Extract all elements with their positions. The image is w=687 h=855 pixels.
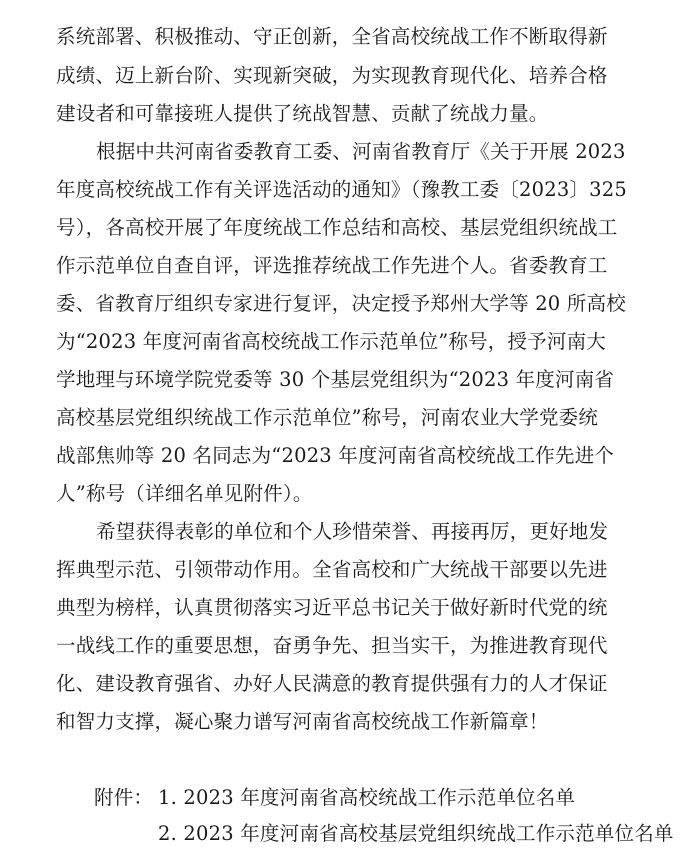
body-line: 化、建设教育强省、办好人民满意的教育提供强有力的人才保证 xyxy=(56,672,608,695)
body-line: 为“2023 年度河南省高校统战工作示范单位”称号，授予河南大 xyxy=(56,330,606,353)
body-line: 根据中共河南省委教育工委、河南省教育厅《关于开展 2023 xyxy=(96,140,626,163)
body-line: 高校基层党组织统战工作示范单位”称号，河南农业大学党委统 xyxy=(56,406,599,429)
body-line: 系统部署、积极推动、守正创新，全省高校统战工作不断取得新 xyxy=(56,25,608,48)
body-line: 希望获得表彰的单位和个人珍惜荣誉、再接再厉，更好地发 xyxy=(96,520,609,543)
body-line: 建设者和可靠接班人提供了统战智慧、贡献了统战力量。 xyxy=(56,102,549,125)
attachment-item: 2. 2023 年度河南省高校基层党组织统战工作示范单位名单 xyxy=(158,822,674,845)
body-line: 号），各高校开展了年度统战工作总结和高校、基层党组织统战工 xyxy=(56,216,618,239)
body-line: 委、省教育厅组织专家进行复评，决定授予郑州大学等 20 所高校 xyxy=(56,292,626,315)
body-line: 成绩、迈上新台阶、实现新突破，为实现教育现代化、培养合格 xyxy=(56,64,608,87)
body-line: 一战线工作的重要思想，奋勇争先、担当实干，为推进教育现代 xyxy=(56,634,608,657)
body-line: 年度高校统战工作有关评选活动的通知》（豫教工委〔2023〕325 xyxy=(56,178,627,201)
body-line: 典型为榜样，认真贯彻落实习近平总书记关于做好新时代党的统 xyxy=(56,596,608,619)
body-line: 人”称号（详细名单见附件）。 xyxy=(56,482,313,505)
body-line: 学地理与环境学院党委等 30 个基层党组织为“2023 年度河南省 xyxy=(56,368,615,391)
attachment-item: 1. 2023 年度河南省高校统战工作示范单位名单 xyxy=(158,786,576,809)
body-line: 作示范单位自查自评，评选推荐统战工作先进个人。省委教育工 xyxy=(56,254,608,277)
body-line: 战部焦帅等 20 名同志为“2023 年度河南省高校统战工作先进个 xyxy=(56,444,615,467)
body-line: 挥典型示范、引领带动作用。全省高校和广大统战干部要以先进 xyxy=(56,558,608,581)
body-line: 和智力支撑，凝心聚力谱写河南省高校统战工作新篇章！ xyxy=(56,710,549,733)
attachment-label: 附件： xyxy=(94,786,154,809)
